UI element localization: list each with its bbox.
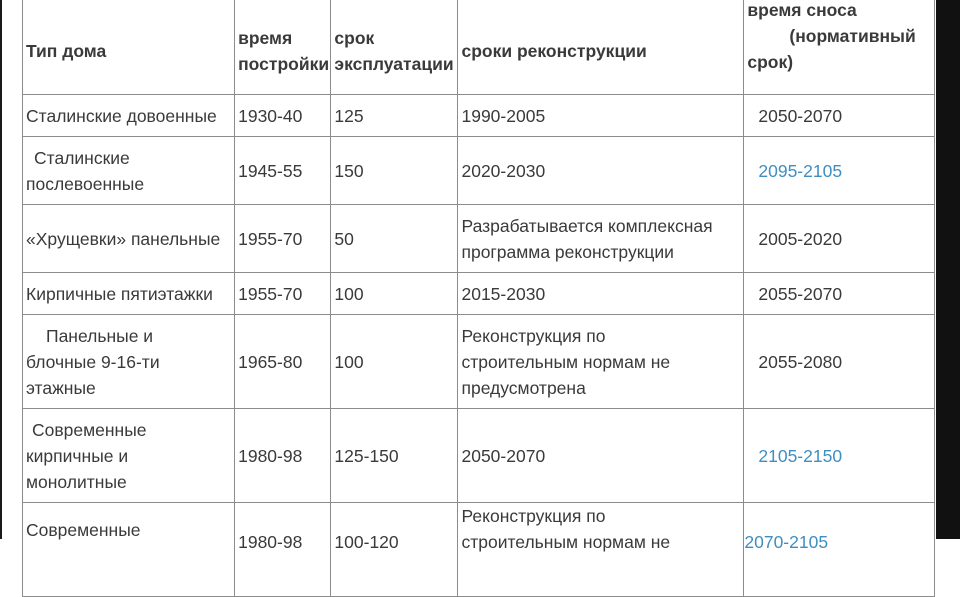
table-row [23,137,935,205]
cell-type-line2: кирпичные и [26,445,129,466]
right-frame-edge [936,0,960,539]
left-frame-edge [0,0,2,539]
header-reconstruction [458,0,744,95]
demolition-link[interactable]: 2095-2105 [744,137,935,205]
cell-built: 1955-70 [235,205,331,273]
cell-type-line3: этажные [26,377,96,398]
table-row [23,503,935,597]
cell-life: 100 [331,273,458,315]
cell-type [23,503,235,597]
cell-life: 50 [331,205,458,273]
cell-reconstruction: Реконструкция по строительным нормам не предусмотрена [458,315,744,409]
cell-type-line2: послевоенные [26,173,145,194]
cell-life: 125 [331,95,458,137]
cell-reconstruction: Реконструкция по строительным нормам не [458,503,744,597]
header-reconstruction-label: сроки реконструкции [461,40,647,61]
cell-reconstruction: 2015-2030 [458,273,744,315]
table-row [23,273,935,315]
cell-type: Кирпичные пятиэтажки [23,273,235,315]
header-built [235,0,331,95]
cell-built: 1965-80 [235,315,331,409]
cell-type [23,409,235,503]
cell-type-line1: Современные [26,520,141,540]
cell-type: Сталинские довоенные [23,95,235,137]
cell-type-line1: Панельные и [46,325,154,346]
cell-reconstruction: Разрабатывается комплексная программа реконструкции [458,205,744,273]
demolition-link[interactable]: 2070-2105 [744,503,935,597]
header-type [23,0,235,95]
cell-type [23,315,235,409]
header-demolition-line3: срок) [747,52,794,72]
table-row [23,409,935,503]
header-demolition [744,0,935,95]
cell-demolition: 2005-2020 [744,205,935,273]
cell-built: 1945-55 [235,137,331,205]
header-type-label: Тип дома [26,40,107,61]
cell-built: 1955-70 [235,273,331,315]
header-demolition-line1: время сноса [747,0,857,20]
cell-reconstruction: 1990-2005 [458,95,744,137]
table-row [23,95,935,137]
cell-built: 1980-98 [235,409,331,503]
cell-demolition: 2050-2070 [744,95,935,137]
table-header-row [23,0,935,95]
cell-reconstruction: 2020-2030 [458,137,744,205]
cell-type [23,137,235,205]
table-row [23,315,935,409]
cell-life: 150 [331,137,458,205]
cell-life: 100-120 [331,503,458,597]
cell-type-line3: монолитные [26,471,127,492]
header-demolition-line2: (нормативный [789,26,916,46]
cell-type-line1: Современные [32,419,147,440]
cell-reconstruction: 2050-2070 [458,409,744,503]
demolition-link[interactable]: 2105-2150 [744,409,935,503]
housing-table [22,0,935,597]
cell-demolition: 2055-2070 [744,273,935,315]
cell-life: 100 [331,315,458,409]
header-built-label: время постройки [238,27,330,74]
cell-built: 1930-40 [235,95,331,137]
cell-built: 1980-98 [235,503,331,597]
cell-demolition: 2055-2080 [744,315,935,409]
cell-type-line2: блочные 9-16-ти [26,351,160,372]
cell-type: «Хрущевки» панельные [23,205,235,273]
header-life-label: срок эксплуатации [334,27,454,74]
table-row [23,205,935,273]
header-life [331,0,458,95]
cell-life: 125-150 [331,409,458,503]
cell-type-line1: Сталинские [34,147,130,168]
